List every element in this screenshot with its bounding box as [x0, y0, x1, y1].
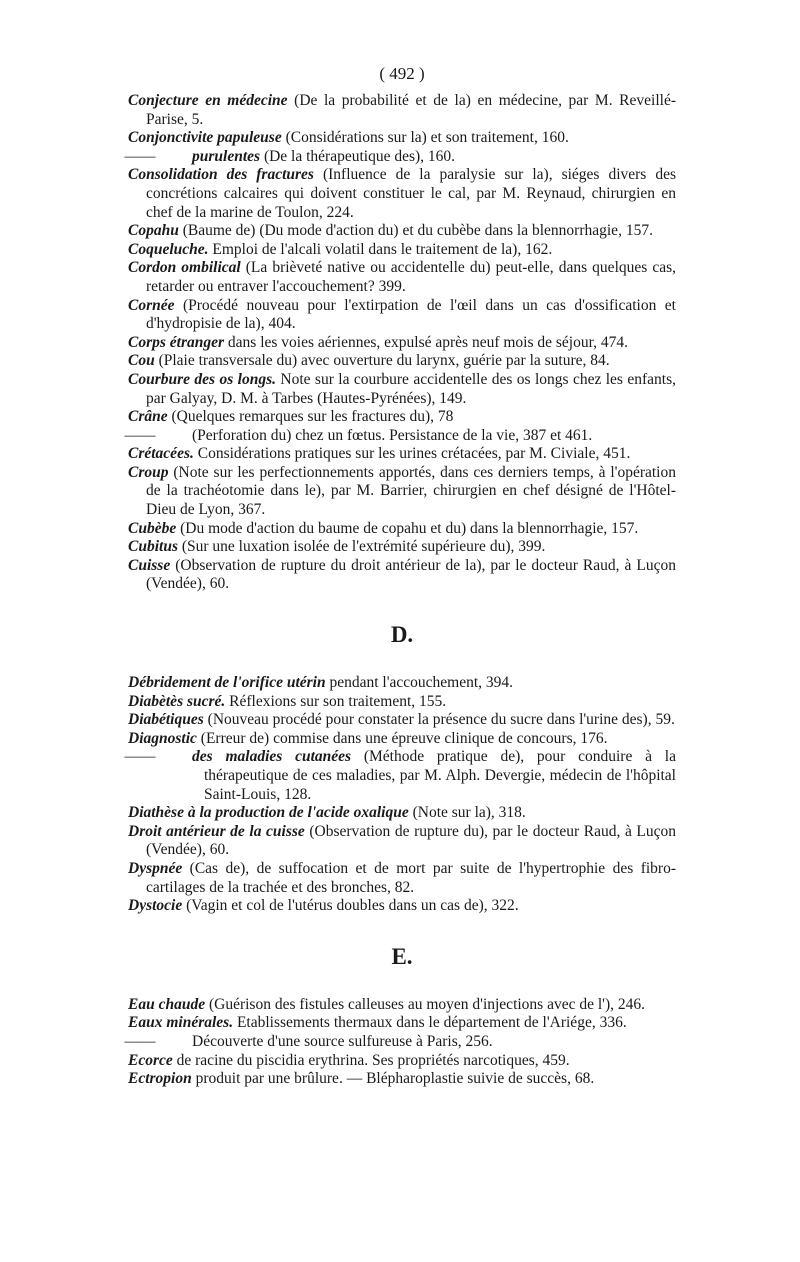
index-term: Dystocie — [128, 897, 183, 915]
index-entry — [124, 748, 676, 804]
index-entry — [124, 426, 676, 446]
index-text: (Procédé nouveau pour l'extirpation de l'œil dans un cas d'ossification et d'hydropisie de la), 404. — [146, 296, 676, 333]
index-entry — [128, 259, 676, 296]
index-term: Courbure des os longs. — [128, 370, 276, 388]
index-text: (Influence de la paralysie sur la), siéges divers des concrétions calcaires qui doivent constituer le cal, par M. Reynaud, chirurgien en chef de la marine de Toulon, 224. — [146, 166, 676, 221]
index-text: (Cas de), de suffocation et de mort par suite de l'hypertrophie des fibro-cartilages de la trachée et des bronches, 82. — [146, 859, 676, 896]
index-text: (Guérison des fistules calleuses au moyen d'injections avec de l'), 246. — [205, 995, 645, 1013]
index-term: Diabétiques — [128, 711, 204, 729]
index-text: de racine du piscidia erythrina. Ses propriétés narcotiques, 459. — [172, 1051, 570, 1069]
index-entry — [128, 538, 676, 557]
index-text: (La brièveté native ou accidentelle du) peut-elle, dans quelques cas, retarder ou entraver l'accouchement? 399. — [146, 259, 677, 295]
index-term: Ecorce — [128, 1051, 173, 1069]
repeat-dash: —— — [124, 426, 156, 444]
index-entry — [128, 408, 676, 427]
index-entry — [124, 147, 676, 167]
section-letter: D. — [390, 622, 414, 648]
index-term: Cubèbe — [128, 519, 177, 537]
index-entry — [128, 334, 676, 353]
index-text: (De la thérapeutique des), 160. — [260, 147, 456, 165]
index-term: Débridement de l'orifice utérin — [128, 674, 326, 692]
page-number: ( 492 ) — [379, 64, 425, 83]
index-text: (Vagin et col de l'utérus doubles dans un cas de), 322. — [182, 897, 519, 915]
index-text: (Perforation du) chez un fœtus. Persistance de la vie, 387 et 461. — [192, 426, 593, 444]
index-term: Diabètès sucré. — [128, 692, 226, 710]
index-term: Cou — [128, 352, 155, 370]
index-text: (Observation de rupture du droit antérieur de la), par le docteur Raud, à Luçon (Vendée), 60. — [146, 556, 676, 593]
index-term: Conjecture en médecine — [128, 92, 288, 109]
index-entry — [128, 1070, 676, 1089]
index-entry — [128, 693, 676, 712]
index-text: Découverte d'une source sulfureuse à Paris, 256. — [192, 1032, 493, 1050]
index-entry — [128, 1014, 676, 1033]
index-entry — [128, 711, 676, 730]
index-entry — [128, 520, 676, 539]
index-entry — [128, 222, 676, 241]
index-entry — [128, 557, 676, 594]
index-term: Dyspnée — [128, 859, 183, 877]
index-text: (Plaie transversale du) avec ouverture du larynx, guérie par la suture, 84. — [154, 352, 610, 370]
index-text: Considérations pratiques sur les urines crétacées, par M. Civiale, 451. — [193, 445, 631, 463]
index-text: (De la probabilité et de la) en médecine, par M. Reveillé-Parise, 5. — [146, 92, 676, 128]
repeat-dash: —— — [124, 1032, 156, 1050]
section-letter: E. — [391, 943, 413, 969]
index-term: Diathèse à la production de l'acide oxalique — [128, 804, 409, 822]
index-term: Corps étranger — [128, 333, 225, 351]
index-term: Copahu — [128, 222, 179, 240]
index-entry — [128, 371, 676, 408]
index-text: (Note sur la), 318. — [408, 804, 526, 822]
index-entry — [128, 674, 676, 693]
index-term: Cornée — [128, 296, 175, 314]
index-term: Crétacées. — [128, 445, 194, 463]
index-text: (Considérations sur la) et son traitement, 160. — [281, 129, 569, 147]
index-text: pendant l'accouchement, 394. — [325, 674, 514, 692]
index-term: Eau chaude — [128, 995, 206, 1013]
index-entry — [128, 445, 676, 464]
index-text: (Erreur de) commise dans une épreuve clinique de concours, 176. — [196, 729, 608, 747]
repeat-dash: —— — [124, 748, 156, 766]
index-entry — [128, 804, 676, 823]
index-text: (Quelques remarques sur les fractures du), 78 — [167, 408, 454, 426]
index-entry — [128, 129, 676, 148]
index-term: Crâne — [128, 408, 168, 426]
index-entry — [128, 297, 676, 334]
index-text: (Du mode d'action du baume de copahu et du) dans la blennorrhagie, 157. — [176, 519, 639, 537]
index-text: (Note sur les perfectionnements apportés, dans ces derniers temps, à l'opération de la trachéotomie dans le), par M. Barrier, chirurgien en chef désigné de l'Hôtel-Dieu de Lyon, 367. — [146, 463, 676, 519]
index-text: Emploi de l'alcali volatil dans le traitement de la), 162. — [208, 240, 553, 258]
index-term: Conjonctivite papuleuse — [128, 129, 282, 147]
index-entry — [128, 860, 676, 897]
index-entry — [128, 1052, 676, 1071]
index-entry — [128, 166, 676, 222]
index-term: Diagnostic — [128, 729, 197, 747]
index-text: (Méthode pratique de), pour conduire à la thérapeutique de ces maladies, par M. Alph. Devergie, médecin de l'hôpital Saint-Louis, 128. — [204, 748, 676, 803]
index-term: Eaux minérales. — [128, 1014, 234, 1032]
index-text: dans les voies aériennes, expulsé après neuf mois de séjour, 474. — [224, 333, 629, 351]
index-text: (Baume de) (Du mode d'action du) et du cubèbe dans la blennorrhagie, 157. — [178, 222, 653, 240]
index-entry — [128, 352, 676, 371]
index-term: Cordon ombilical — [128, 259, 241, 277]
index-body — [124, 92, 677, 1089]
index-entry — [128, 823, 676, 860]
index-page — [124, 64, 677, 1089]
index-term: Consolidation des fractures — [128, 166, 314, 184]
index-entry — [128, 996, 676, 1015]
index-text: Etablissements thermaux dans le département de l'Ariége, 336. — [233, 1014, 627, 1032]
index-entry — [128, 92, 676, 129]
index-text: Note sur la courbure accidentelle des os longs chez les enfants, par Galyay, D. M. à Tarbes (Hautes-Pyrénées), 149. — [146, 370, 676, 407]
index-entry — [128, 730, 676, 749]
index-term: purulentes — [192, 147, 261, 165]
index-term: Croup — [128, 463, 169, 481]
index-text: (Sur une luxation isolée de l'extrémité supérieure du), 399. — [177, 538, 546, 556]
index-entry — [128, 464, 676, 520]
index-term: Coqueluche. — [128, 240, 209, 258]
index-entry — [128, 897, 676, 916]
index-text: produit par une brûlure. — Blépharoplastie suivie de succès, 68. — [191, 1070, 595, 1088]
index-term: des maladies cutanées — [192, 748, 352, 766]
index-entry — [128, 241, 676, 260]
index-text: (Observation de rupture du), par le docteur Raud, à Luçon (Vendée), 60. — [146, 822, 677, 859]
index-term: Ectropion — [128, 1070, 192, 1088]
repeat-dash: —— — [124, 147, 156, 165]
index-term: Cubitus — [128, 538, 178, 556]
index-term: Droit antérieur de la cuisse — [128, 822, 305, 840]
index-text: (Nouveau procédé pour constater la présence du sucre dans l'urine des), 59. — [203, 711, 675, 729]
index-text: Réflexions sur son traitement, 155. — [225, 692, 447, 710]
index-term: Cuisse — [128, 556, 171, 574]
index-entry — [124, 1032, 676, 1052]
